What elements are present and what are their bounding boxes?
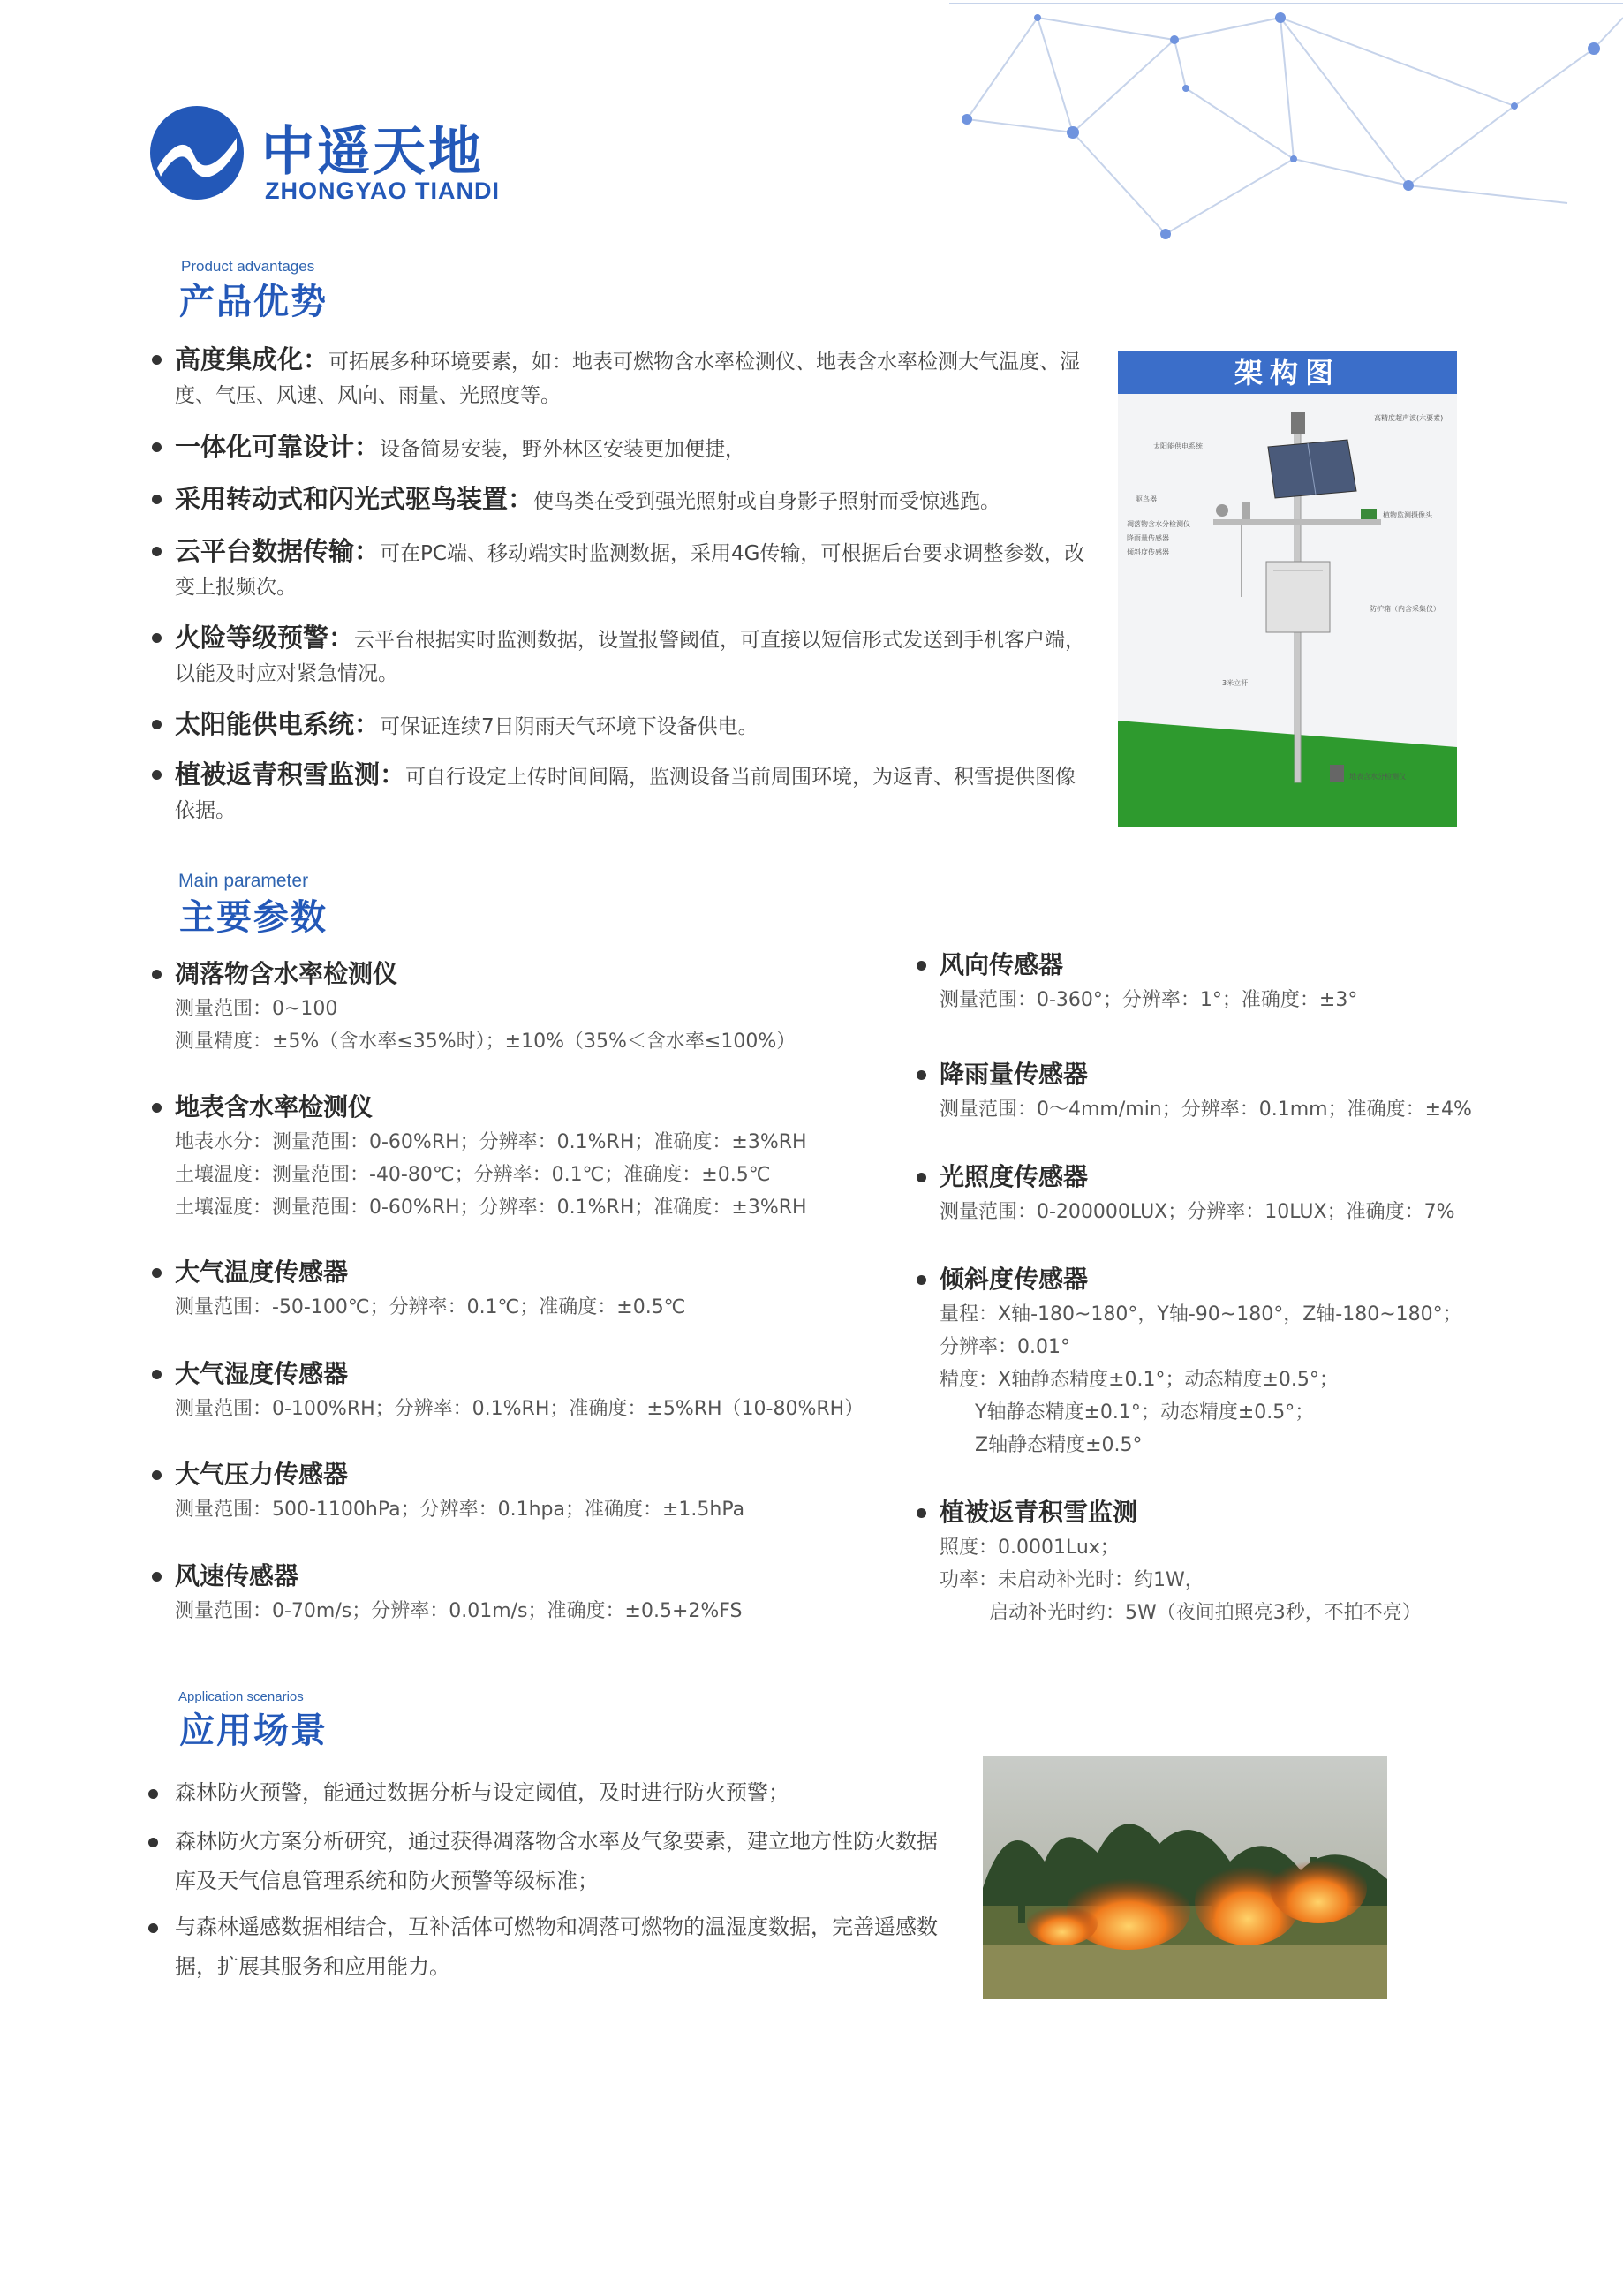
- diagram-label: 高精度超声波(六要素): [1374, 414, 1444, 422]
- diagram-label: 倾斜度传感器: [1127, 548, 1169, 556]
- bullet-icon: [152, 355, 162, 365]
- architecture-diagram: [1118, 351, 1457, 827]
- parameter-block: [917, 1261, 1588, 1461]
- applications-heading-cn: 应用场景: [179, 1711, 328, 1751]
- parameter-line: 测量范围：0-100%RH；分辨率：0.1%RH；准确度：±5%RH（10-80%RH）: [175, 1398, 864, 1420]
- forest-fire-photo: [983, 1756, 1387, 1999]
- parameter-line: 测量范围：0-200000LUX；分辨率：10LUX；准确度：7%: [940, 1201, 1455, 1223]
- parameter-title: 大气压力传感器: [175, 1460, 349, 1489]
- parameter-line: 土壤温度：测量范围：-40-80℃；分辨率：0.1℃；准确度：±0.5℃: [175, 1164, 771, 1186]
- advantage-item: [152, 707, 1092, 744]
- station-illustration: [1118, 394, 1457, 827]
- enclosure-box: [1266, 562, 1330, 632]
- advantage-item: [152, 534, 1092, 604]
- parameter-block: [917, 1056, 1588, 1126]
- parameter-title: 倾斜度传感器: [940, 1265, 1089, 1294]
- advantage-text: 使鸟类在受到强光照射或自身影子照射而受惊逃跑。: [533, 490, 1001, 513]
- application-item: [148, 1907, 943, 1987]
- bullet-icon: [152, 1103, 162, 1113]
- advantage-text: 云平台根据实时监测数据，设置报警阈值，可直接以短信形式发送到手机客户端，以能及时应对紧急情况。: [175, 629, 1086, 685]
- bullet-icon: [152, 720, 162, 729]
- advantage-item: [152, 482, 1092, 518]
- diagram-label: 驱鸟器: [1136, 495, 1157, 503]
- parameter-line: 量程：X轴-180~180°，Y轴-90~180°，Z轴-180~180°；: [940, 1303, 1462, 1325]
- parameter-line: 启动补光时约：5W（夜间拍照亮3秒，不拍不亮）: [989, 1602, 1422, 1624]
- parameter-block: [152, 1558, 823, 1628]
- parameter-block: [152, 1456, 823, 1526]
- parameter-block: [152, 955, 823, 1058]
- parameter-block: [917, 947, 1588, 1016]
- application-item: [148, 1822, 943, 1901]
- bullet-icon: [152, 1370, 162, 1379]
- parameter-block: [917, 1159, 1588, 1228]
- parameters-heading-en: Main parameter: [178, 871, 309, 891]
- parameter-title: 大气湿度传感器: [175, 1359, 349, 1388]
- parameter-block: [152, 1089, 823, 1224]
- bullet-icon: [152, 1572, 162, 1582]
- parameter-line: 测量范围：0-360°；分辨率：1°；准确度：±3°: [940, 989, 1358, 1011]
- crossarm: [1213, 519, 1381, 525]
- parameter-title: 降雨量传感器: [940, 1060, 1089, 1089]
- parameter-block: [152, 1254, 823, 1324]
- advantages-heading-cn: 产品优势: [179, 282, 328, 322]
- architecture-title: 架构图: [1118, 351, 1457, 394]
- bullet-icon: [917, 1275, 926, 1285]
- advantage-title: 一体化可靠设计：: [175, 432, 381, 462]
- advantage-text: 可自行设定上传时间间隔，监测设备当前周围环境，为返青、积雪提供图像依据。: [175, 766, 1076, 822]
- brand-name-cn: 中遥天地: [261, 121, 484, 183]
- bullet-icon: [152, 547, 162, 556]
- advantage-title: 火险等级预警：: [175, 623, 355, 653]
- bullet-icon: [917, 1508, 926, 1518]
- brand-name-en: ZHONGYAO TIANDI: [265, 177, 501, 204]
- advantage-item: [152, 343, 1092, 412]
- parameter-title: 光照度传感器: [940, 1162, 1089, 1191]
- parameter-line: 精度：X轴静态精度±0.1°；动态精度±0.5°；: [940, 1369, 1339, 1391]
- parameter-line: Z轴静态精度±0.5°: [975, 1434, 1143, 1456]
- parameter-line: 测量范围：500-1100hPa；分辨率：0.1hpa；准确度：±1.5hPa: [175, 1499, 745, 1521]
- diagram-label: 太阳能供电系统: [1153, 442, 1203, 450]
- camera-icon: [1361, 509, 1377, 519]
- bullet-icon: [152, 495, 162, 504]
- parameter-title: 风速传感器: [175, 1561, 299, 1590]
- bullet-icon: [917, 1070, 926, 1080]
- advantage-title: 植被返青积雪监测：: [175, 759, 406, 789]
- diagram-label: 植物监测摄像头: [1383, 511, 1432, 519]
- parameter-line: 土壤湿度：测量范围：0-60%RH；分辨率：0.1%RH；准确度：±3%RH: [175, 1197, 807, 1219]
- bullet-icon: [152, 1470, 162, 1480]
- parameter-title: 地表含水率检测仪: [175, 1092, 374, 1122]
- bullet-icon: [152, 442, 162, 452]
- parameter-line: 分辨率：0.01°: [940, 1336, 1070, 1358]
- parameter-title: 大气温度传感器: [175, 1258, 349, 1287]
- parameter-line: 测量精度：±5%（含水率≤35%时）；±10%（35%＜含水率≤100%）: [175, 1031, 796, 1053]
- advantages-heading-en: Product advantages: [181, 258, 315, 275]
- ultrasonic-sensor-icon: [1291, 412, 1305, 434]
- parameter-line: 地表水分：测量范围：0-60%RH；分辨率：0.1%RH；准确度：±3%RH: [175, 1131, 807, 1153]
- rain-gauge-icon: [1242, 502, 1250, 519]
- diagram-label: 凋落物含水分检测仪: [1127, 520, 1190, 528]
- advantage-item: [152, 621, 1092, 691]
- company-logo: [148, 104, 528, 210]
- advantage-title: 太阳能供电系统：: [175, 709, 381, 739]
- bullet-icon: [152, 970, 162, 979]
- diagram-label: 3米立杆: [1222, 679, 1249, 687]
- advantage-item: [152, 758, 1092, 827]
- parameter-line: 测量范围：0～4mm/min；分辨率：0.1mm；准确度：±4%: [940, 1099, 1472, 1121]
- bullet-icon: [917, 1173, 926, 1182]
- advantage-title: 采用转动式和闪光式驱鸟装置：: [175, 484, 534, 514]
- parameter-line: 测量范围：-50-100℃；分辨率：0.1℃；准确度：±0.5℃: [175, 1296, 686, 1318]
- decorative-network-graphic: [949, 0, 1623, 256]
- diagram-label: 地表含水分检测仪: [1349, 773, 1406, 781]
- bullet-icon: [917, 961, 926, 971]
- application-item: [148, 1773, 943, 1813]
- diagram-label: 降雨量传感器: [1127, 534, 1169, 542]
- advantage-title: 云平台数据传输：: [175, 536, 381, 566]
- parameter-title: 凋落物含水率检测仪: [175, 959, 398, 988]
- bullet-icon: [148, 1789, 158, 1799]
- parameter-block: [917, 1494, 1588, 1629]
- bullet-icon: [152, 633, 162, 643]
- advantage-text: 设备简易安装，野外林区安装更加便捷，: [380, 438, 746, 461]
- applications-heading-en: Application scenarios: [178, 1689, 304, 1704]
- bullet-icon: [148, 1923, 158, 1933]
- advantage-text: 可拓展多种环境要素，如：地表可燃物含水率检测仪、地表含水率检测大气温度、湿度、气压、风速、风向、雨量、光照度等。: [175, 351, 1081, 407]
- application-text: 与森林遥感数据相结合，互补活体可燃物和凋落可燃物的温湿度数据，完善遥感数据，扩展其服务和应用能力。: [175, 1915, 938, 1979]
- advantage-item: [152, 430, 1092, 466]
- soil-sensor-icon: [1330, 765, 1344, 782]
- parameter-line: 测量范围：0-70m/s；分辨率：0.01m/s；准确度：±0.5+2%FS: [175, 1600, 743, 1622]
- advantage-text: 可保证连续7日阴雨天气环境下设备供电。: [380, 715, 759, 738]
- bullet-icon: [148, 1838, 158, 1847]
- logo-mark-icon: [148, 104, 245, 201]
- parameter-block: [152, 1356, 864, 1425]
- parameter-line: Y轴静态精度±0.1°；动态精度±0.5°；: [975, 1401, 1315, 1424]
- parameters-heading-cn: 主要参数: [179, 897, 328, 938]
- bullet-icon: [152, 770, 162, 780]
- advantage-title: 高度集成化：: [175, 344, 329, 374]
- parameter-line: 功率：未启动补光时：约1W，: [940, 1569, 1204, 1591]
- parameter-title: 植被返青积雪监测: [940, 1498, 1138, 1527]
- bird-repeller-icon: [1216, 504, 1228, 517]
- advantage-text: 可在PC端、移动端实时监测数据，采用4G传输，可根据后台要求调整参数，改变上报频次。: [175, 542, 1085, 599]
- application-text: 森林防火预警，能通过数据分析与设定阈值，及时进行防火预警；: [175, 1780, 789, 1805]
- diagram-label: 防护箱（内含采集仪）: [1370, 605, 1440, 613]
- bullet-icon: [152, 1268, 162, 1278]
- application-text: 森林防火方案分析研究，通过获得凋落物含水率及气象要素，建立地方性防火数据库及天气信息管理系统和防火预警等级标准；: [175, 1829, 938, 1893]
- grass-ground: [1118, 721, 1457, 827]
- parameter-title: 风向传感器: [940, 950, 1064, 979]
- parameter-line: 照度：0.0001Lux；: [940, 1537, 1120, 1559]
- parameter-line: 测量范围：0~100: [175, 998, 338, 1020]
